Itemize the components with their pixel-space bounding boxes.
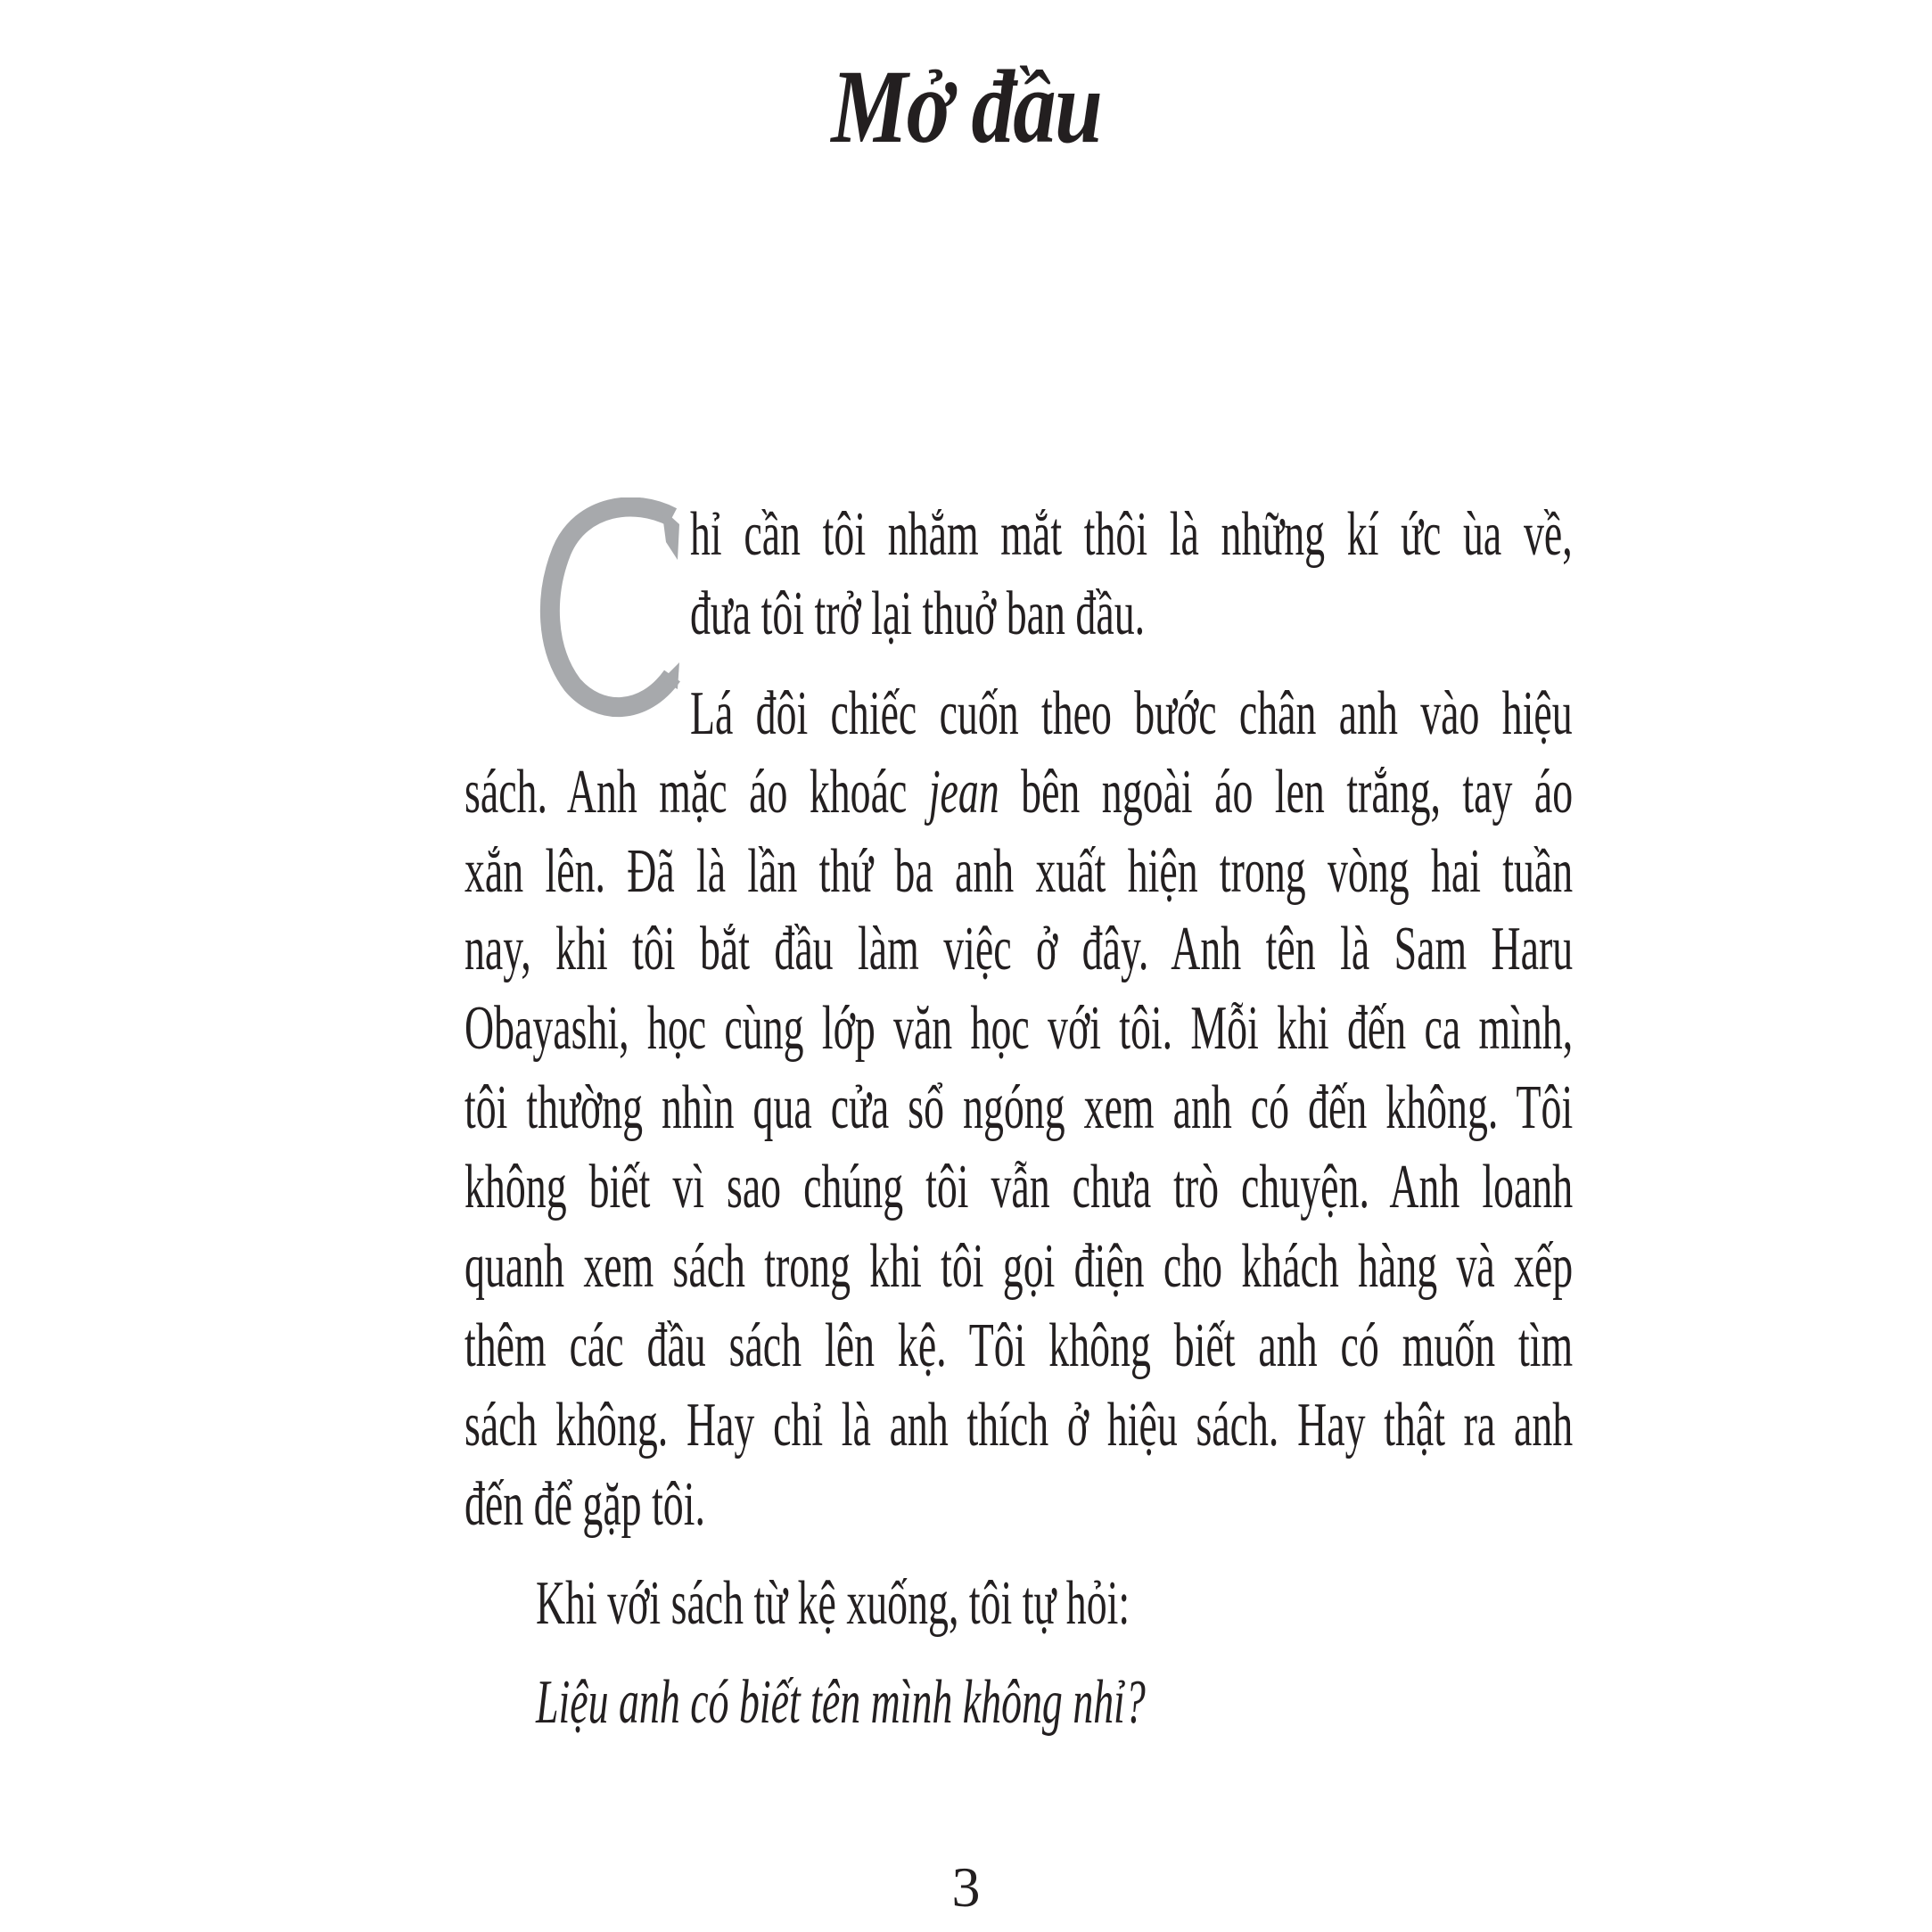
body-line: đưa tôi trở lại thuở ban đầu. <box>690 580 1146 648</box>
text: bên ngoài áo len trắng, tay áo <box>999 758 1574 826</box>
body-line: xắn lên. Đã là lần thứ ba anh xuất hiện trong vòng hai tuần <box>465 837 1574 906</box>
body-line: Lá đôi chiếc cuốn theo bước chân anh vào hiệu <box>690 679 1573 748</box>
body-line: tôi thường nhìn qua cửa sổ ngóng xem anh có đến không. Tôi <box>465 1073 1574 1142</box>
body-line: Khi với sách từ kệ xuống, tôi tự hỏi: <box>536 1569 1130 1638</box>
text: sách. Anh mặc áo khoác <box>465 758 929 826</box>
chapter-title: Mở đầu <box>831 48 1101 165</box>
italic-word: jean <box>928 758 999 826</box>
body-line: không biết vì sao chúng tôi vẫn chưa trò chuyện. Anh loanh <box>465 1153 1574 1221</box>
body-line: nay, khi tôi bắt đầu làm việc ở đây. Anh tên là Sam Haru <box>465 915 1574 983</box>
body-line: sách không. Hay chỉ là anh thích ở hiệu sách. Hay thật ra anh <box>465 1391 1574 1459</box>
italic-question-line: Liệu anh có biết tên mình không nhỉ? <box>536 1668 1146 1737</box>
page-number: 3 <box>951 1855 981 1919</box>
body-line <box>465 752 1573 833</box>
body-line: đến để gặp tôi. <box>465 1470 705 1539</box>
body-line: thêm các đầu sách lên kệ. Tôi không biết anh có muốn tìm <box>465 1311 1574 1380</box>
body-line: hỉ cần tôi nhắm mắt thôi là những kí ức ùa về, <box>690 500 1573 569</box>
body-line: Obayashi, học cùng lớp văn học với tôi. Mỗi khi đến ca mình, <box>465 994 1574 1063</box>
body-line: quanh xem sách trong khi tôi gọi điện cho khách hàng và xếp <box>465 1232 1574 1301</box>
drop-cap-letter-c <box>528 497 688 720</box>
